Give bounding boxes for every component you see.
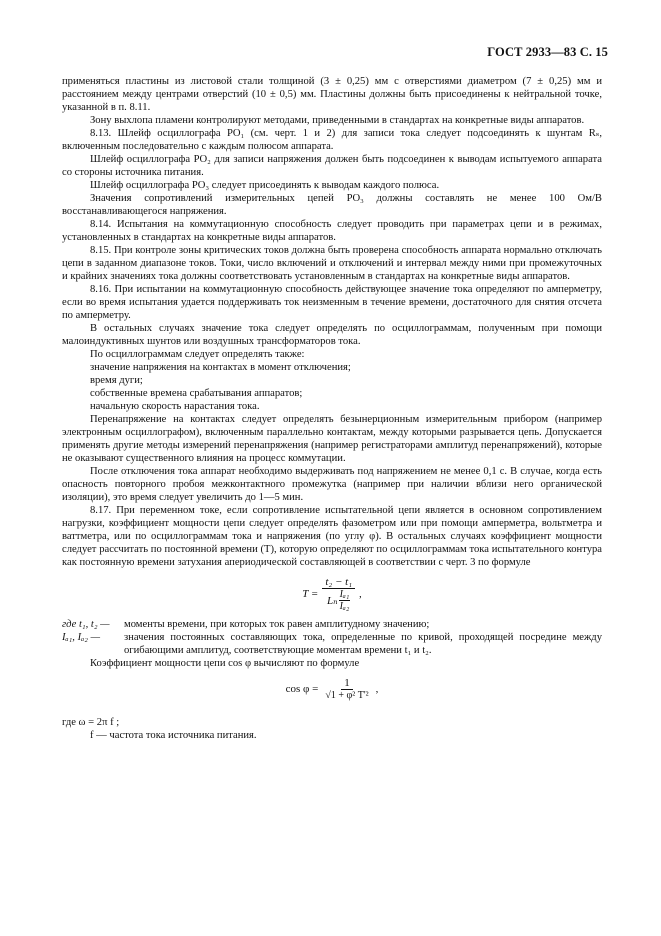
formula2-denominator: √1 + φ² T'² — [325, 690, 369, 701]
formula1-inner-num: Iₐ₁ — [339, 589, 350, 600]
paragraph: В остальных случаях значение тока следует определять по осциллограммам, полученным при помощи малоиндуктивных шунтов или воздушных трансформаторов тока. — [62, 323, 602, 347]
paragraph: 8.15. При контроле зоны критических токов должна быть проверена способность аппарата нормально отключать цепи в заданном диапазоне токов. Токи, число включений и отключений и интервал между ними при промежуточных и крайних значениях тока должны соответствовать установленным в стандартах на конкретные виды аппаратов. — [62, 245, 602, 282]
paragraph: Шлейф осциллографа PO₂ для записи напряжения должен быть подсоединен к выводам испытуемого аппарата со стороны источника питания. — [62, 154, 602, 178]
definition-omega: где ω = 2π f ; — [62, 717, 120, 728]
paragraph: Перенапряжение на контактах следует определять безынерционным измерительным прибором (например электронным осциллографом), включенным параллельно контактам, между которыми разрывается цепь. Допускается применять другие методы измерений перенапряжения (например регистраторами амплитуд перенапряжений), которые не оказывают существенного влияния на процесс коммутации. — [62, 414, 602, 464]
formula1-lhs: T = — [302, 587, 319, 600]
paragraph: 8.14. Испытания на коммутационную способность следует проводить при параметрах цепи и в режимах, установленных в стандартах на конкретные виды аппаратов. — [62, 219, 602, 243]
definition-label: где t₁, t₂ — — [62, 619, 110, 630]
formula2-fraction — [322, 677, 371, 702]
paragraph: Шлейф осциллографа PO₃ следует присоединять к выводам каждого полюса. — [90, 180, 440, 191]
document-body — [62, 75, 602, 742]
formula1-numerator: t₂ − t₁ — [322, 576, 355, 589]
formula-power-factor — [62, 677, 602, 702]
paragraph: По осциллограммам следует определять также: — [90, 349, 305, 360]
definition-row — [62, 631, 602, 657]
paragraph: Зону выхлопа пламени контролируют методами, приведенными в стандартах на конкретные виды аппаратов. — [90, 115, 585, 126]
paragraph: собственные времена срабатывания аппаратов; — [90, 388, 303, 399]
paragraph: 8.17. При переменном токе, если сопротивление испытательной цепи является в основном сопротивлением нагрузки, коэффициент мощности цепи следует определять фазометром или при помощи амперметра, вольтметра и ваттметра, или по осциллограммам тока и напряжения (по углу φ). В остальных случаях коэффициент мощности следует рассчитать по постоянной времени (T), которую определяют по осциллограммам тока испытательного контура как постоянную времени затухания апериодической составляющей в соответствии с черт. 3 по формуле — [62, 505, 602, 568]
paragraph: начальную скорость нарастания тока. — [90, 401, 260, 412]
paragraph: применяться пластины из листовой стали толщиной (3 ± 0,25) мм с отверстиями диаметром (7 ± 0,25) мм и расстоянием между центрами отверстий (10 ± 0,5) мм. Пластины должны быть присоединены к нейтральной точке, указанной в п. 8.11. — [62, 76, 602, 113]
formula1-denominator — [324, 589, 353, 612]
formula-intro: Коэффициент мощности цепи cos φ вычисляют по формуле — [90, 658, 360, 669]
formula2-suffix: , — [375, 683, 379, 695]
paragraph: 8.13. Шлейф осциллографа PO₁ (см. черт. 1 и 2) для записи тока следует подсоединять к шунтам Rₛ, включенным последовательно с каждым полюсом аппарата. — [62, 128, 602, 152]
definition-text: значения постоянных составляющих тока, определенные по кривой, проходящей посредине между огибающими амплитуд, соответствующие моментам времени t₁ и t₂. — [124, 632, 602, 656]
paragraph: время дуги; — [90, 375, 143, 386]
formula2-lhs: cos φ = — [285, 683, 319, 695]
paragraph: 8.16. При испытании на коммутационную способность действующее значение тока определяют по амперметру, если во время испытания удается поддерживать ток неизменным в течение времени, достаточного для снятия отсчета по амперметру. — [62, 284, 602, 321]
definition-text: моменты времени, при которых ток равен амплитудному значению; — [124, 619, 430, 630]
definition-row — [62, 618, 602, 631]
paragraph-list — [62, 75, 602, 569]
page-header: ГОСТ 2933—83 С. 15 — [487, 45, 608, 59]
paragraph: После отключения тока аппарат необходимо выдерживать под напряжением не менее 0,1 с. В случае, когда есть опасность повторного пробоя межконтактного промежутка (например при наличии вблизи него органической изоляции), это время следует увеличить до 1—5 мин. — [62, 466, 602, 503]
formula2-numerator: 1 — [341, 677, 353, 690]
definition-frequency: f — частота тока источника питания. — [90, 730, 257, 741]
formula-time-constant — [62, 576, 602, 612]
definition-label: Iₐ₁, Iₐ₂ — — [62, 632, 100, 643]
formula1-fraction — [322, 576, 355, 612]
paragraph: значение напряжения на контактах в момент отключения; — [90, 362, 351, 373]
formula1-suffix: , — [359, 587, 362, 600]
formula1-den-prefix: Lₙ — [327, 594, 338, 607]
paragraph: Значения сопротивлений измерительных цепей PO₃ должны составлять не менее 100 Ом/В восстанавливающегося напряжения. — [62, 193, 602, 217]
formula1-inner-fraction — [339, 589, 351, 612]
formula1-inner-den: Iₐ₂ — [339, 601, 350, 612]
